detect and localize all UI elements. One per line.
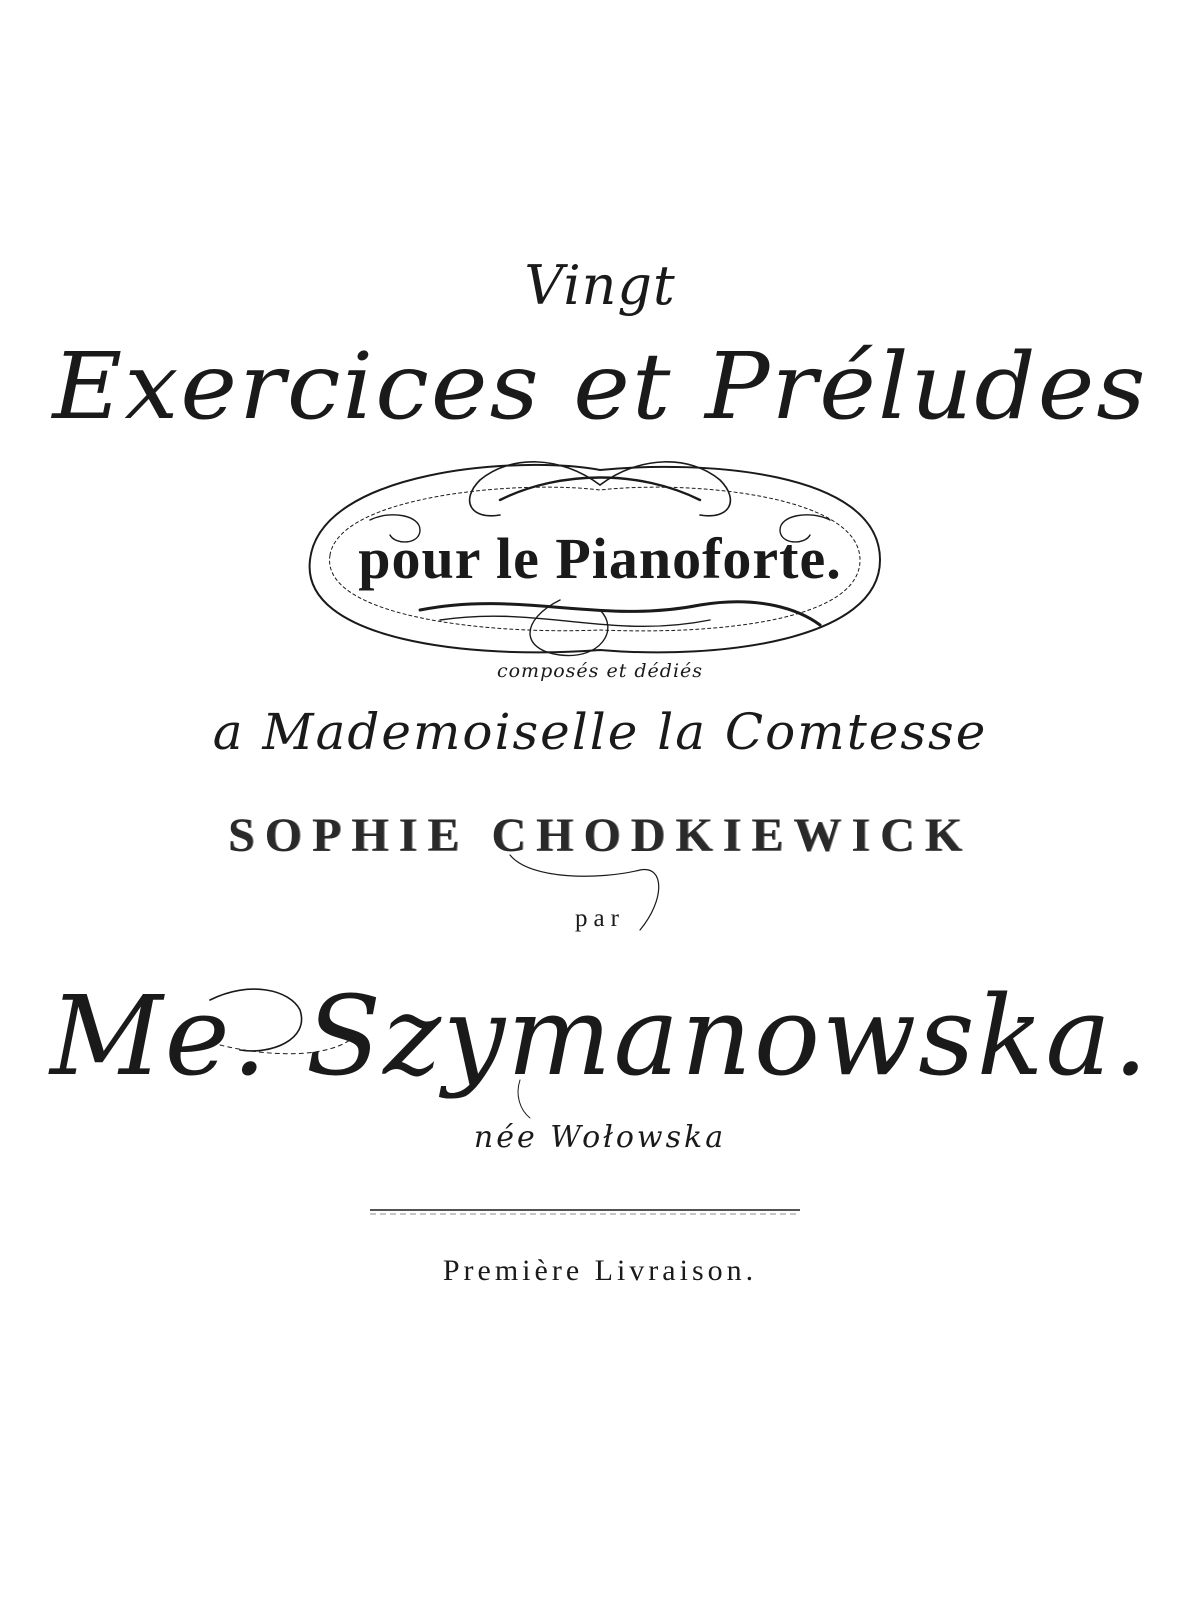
text-maiden-name: née Wołowska [473,1120,727,1155]
text-composed-dedicated: composés et dédiés [496,660,704,682]
flourish-bottom-1 [420,602,820,625]
heading-instrument: pour le Pianoforte. [358,526,842,591]
flourish-top-left [470,462,600,516]
flourish-bottom-loop [530,600,608,656]
text-dedicatee-prefix: a Mademoiselle la Comtesse [212,703,988,761]
text-by: par [575,905,625,932]
heading-title: Exercices et Préludes [52,333,1148,440]
flourish-bottom-2 [440,616,710,626]
heading-composer: Me. Szymanowska. [50,972,1150,1100]
heading-vingt: Vingt [524,254,676,317]
flourish-top-right [600,462,730,516]
flourish-top-swash [500,478,700,501]
text-volume: Première Livraison. [442,1254,758,1287]
text-dedicatee-name: SOPHIE CHODKIEWICK [227,809,973,862]
